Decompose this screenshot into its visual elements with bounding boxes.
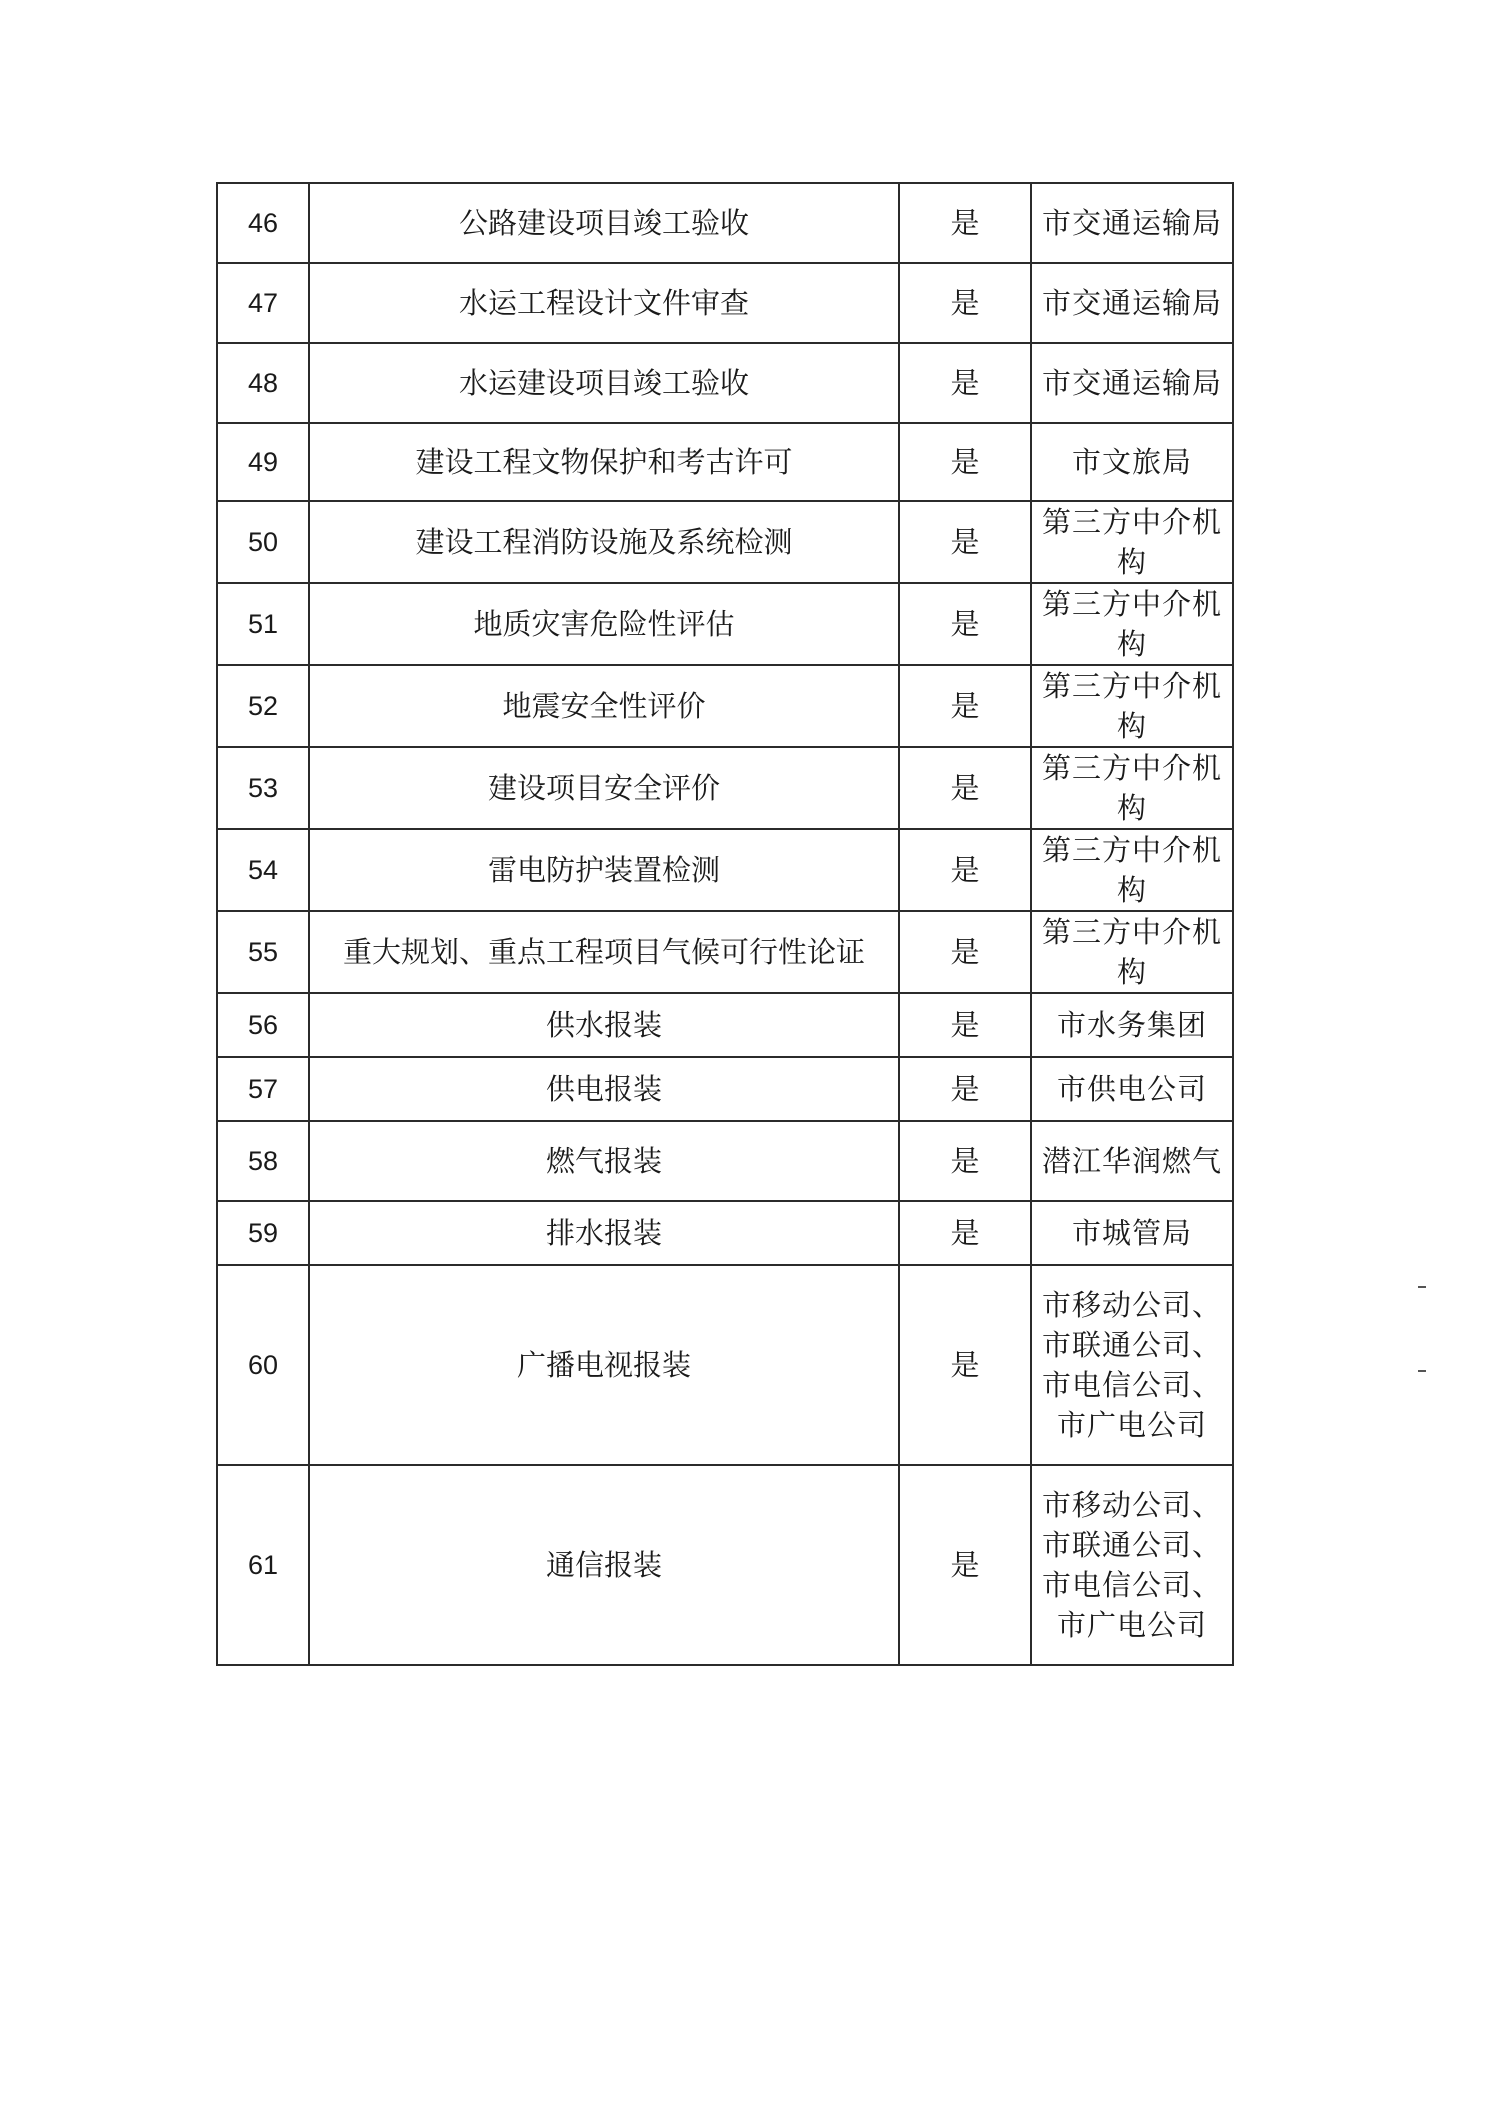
included-flag-cell: 是 — [899, 911, 1031, 993]
item-number-cell: 53 — [217, 747, 309, 829]
department-cell: 第三方中介机构 — [1031, 583, 1233, 665]
table-row — [217, 1121, 1233, 1201]
item-number-cell: 57 — [217, 1057, 309, 1121]
table-row — [217, 665, 1233, 747]
table-body — [217, 183, 1233, 1665]
included-flag-cell: 是 — [899, 993, 1031, 1057]
included-flag-cell: 是 — [899, 1465, 1031, 1665]
item-name-cell: 建设项目安全评价 — [309, 747, 899, 829]
included-flag-cell: 是 — [899, 1201, 1031, 1265]
item-number-cell: 52 — [217, 665, 309, 747]
included-flag-cell: 是 — [899, 1057, 1031, 1121]
table-row — [217, 583, 1233, 665]
item-number-cell: 47 — [217, 263, 309, 343]
item-name-cell: 雷电防护装置检测 — [309, 829, 899, 911]
department-cell: 第三方中介机构 — [1031, 747, 1233, 829]
included-flag-cell: 是 — [899, 829, 1031, 911]
item-number-cell: 50 — [217, 501, 309, 583]
item-name-cell: 水运建设项目竣工验收 — [309, 343, 899, 423]
included-flag-cell: 是 — [899, 747, 1031, 829]
item-number-cell: 49 — [217, 423, 309, 501]
item-number-cell: 54 — [217, 829, 309, 911]
item-name-cell: 燃气报装 — [309, 1121, 899, 1201]
department-cell: 市水务集团 — [1031, 993, 1233, 1057]
item-name-cell: 地震安全性评价 — [309, 665, 899, 747]
table-row — [217, 1057, 1233, 1121]
included-flag-cell: 是 — [899, 1121, 1031, 1201]
item-name-cell: 水运工程设计文件审查 — [309, 263, 899, 343]
department-cell: 第三方中介机构 — [1031, 665, 1233, 747]
table-row — [217, 423, 1233, 501]
included-flag-cell: 是 — [899, 183, 1031, 263]
item-number-cell: 58 — [217, 1121, 309, 1201]
department-cell: 市移动公司、市联通公司、市电信公司、市广电公司 — [1031, 1465, 1233, 1665]
approval-items-table — [216, 182, 1234, 1666]
included-flag-cell: 是 — [899, 423, 1031, 501]
item-number-cell: 55 — [217, 911, 309, 993]
item-number-cell: 61 — [217, 1465, 309, 1665]
table-row — [217, 263, 1233, 343]
table-row — [217, 1265, 1233, 1465]
item-number-cell: 46 — [217, 183, 309, 263]
item-number-cell: 60 — [217, 1265, 309, 1465]
item-number-cell: 59 — [217, 1201, 309, 1265]
department-cell: 第三方中介机构 — [1031, 911, 1233, 993]
item-number-cell: 48 — [217, 343, 309, 423]
item-name-cell: 供电报装 — [309, 1057, 899, 1121]
department-cell: 市交通运输局 — [1031, 183, 1233, 263]
table-row — [217, 1201, 1233, 1265]
department-cell: 市供电公司 — [1031, 1057, 1233, 1121]
included-flag-cell: 是 — [899, 665, 1031, 747]
item-name-cell: 公路建设项目竣工验收 — [309, 183, 899, 263]
included-flag-cell: 是 — [899, 343, 1031, 423]
table-row — [217, 911, 1233, 993]
department-cell: 第三方中介机构 — [1031, 501, 1233, 583]
table-row — [217, 993, 1233, 1057]
department-cell: 潜江华润燃气 — [1031, 1121, 1233, 1201]
included-flag-cell: 是 — [899, 263, 1031, 343]
table-row — [217, 829, 1233, 911]
department-cell: 市移动公司、市联通公司、市电信公司、市广电公司 — [1031, 1265, 1233, 1465]
department-cell: 市交通运输局 — [1031, 343, 1233, 423]
table-row — [217, 1465, 1233, 1665]
item-number-cell: 51 — [217, 583, 309, 665]
department-cell: 第三方中介机构 — [1031, 829, 1233, 911]
table-row — [217, 501, 1233, 583]
item-name-cell: 广播电视报装 — [309, 1265, 899, 1465]
department-cell: 市城管局 — [1031, 1201, 1233, 1265]
item-name-cell: 地质灾害危险性评估 — [309, 583, 899, 665]
item-name-cell: 建设工程文物保护和考古许可 — [309, 423, 899, 501]
scan-mark — [1418, 1286, 1426, 1288]
item-name-cell: 建设工程消防设施及系统检测 — [309, 501, 899, 583]
included-flag-cell: 是 — [899, 1265, 1031, 1465]
table-row — [217, 343, 1233, 423]
item-name-cell: 供水报装 — [309, 993, 899, 1057]
item-name-cell: 通信报装 — [309, 1465, 899, 1665]
department-cell: 市文旅局 — [1031, 423, 1233, 501]
included-flag-cell: 是 — [899, 583, 1031, 665]
item-name-cell: 排水报装 — [309, 1201, 899, 1265]
item-name-cell: 重大规划、重点工程项目气候可行性论证 — [309, 911, 899, 993]
table-row — [217, 747, 1233, 829]
included-flag-cell: 是 — [899, 501, 1031, 583]
scan-mark — [1418, 1370, 1426, 1372]
department-cell: 市交通运输局 — [1031, 263, 1233, 343]
item-number-cell: 56 — [217, 993, 309, 1057]
table-row — [217, 183, 1233, 263]
